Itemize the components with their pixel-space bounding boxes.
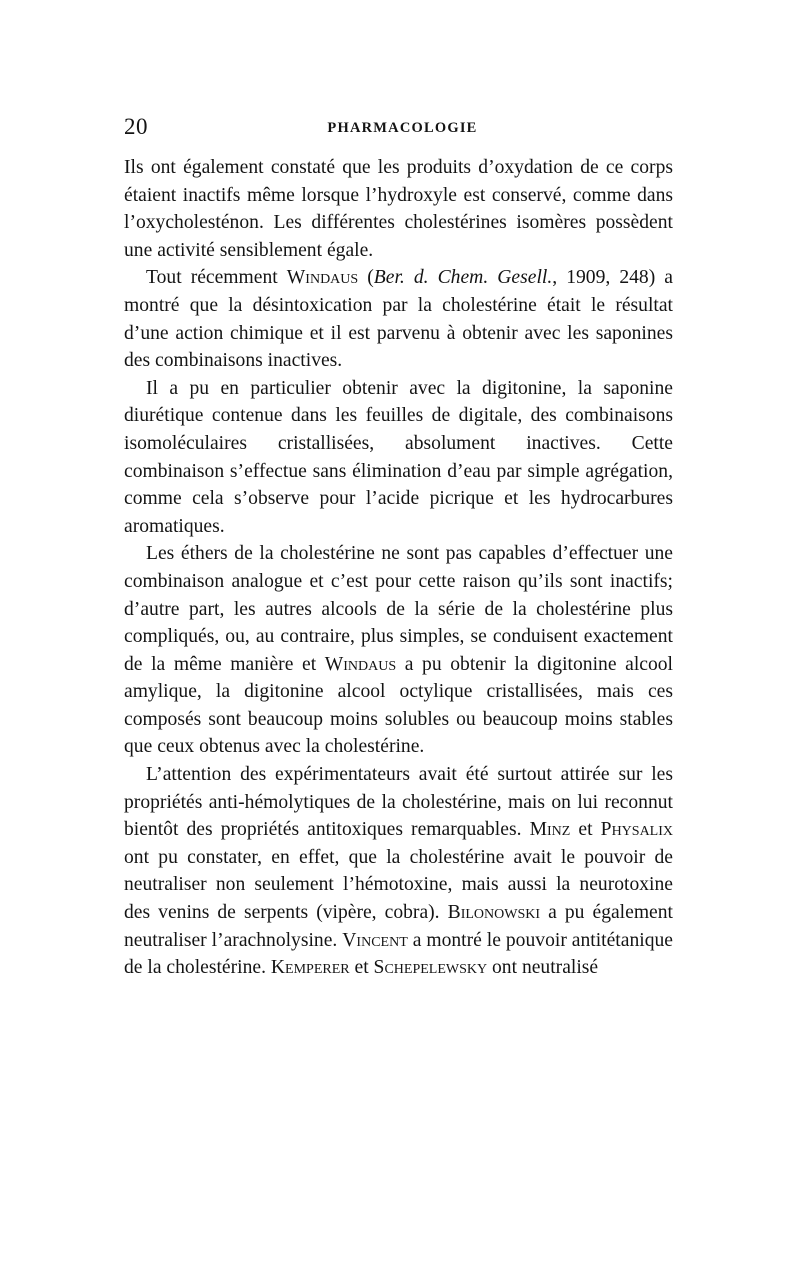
text-segment: Ils ont également constaté que les produits d’oxydation de ce corps étaient inactifs même lorsque l’hydroxyle est conservé, comme dans l’oxycholesténon. Les différentes cholestérines isomères possèdent une activité sensiblement égale. xyxy=(124,157,673,261)
running-title: PHARMACOLOGIE xyxy=(327,120,478,136)
running-head xyxy=(124,112,673,142)
text-segment: ( xyxy=(358,267,374,289)
paragraph xyxy=(124,154,673,264)
book-page xyxy=(124,112,673,982)
text-segment: , 1909, 248) a montré que la désintoxication par la cholestérine était le résultat d’une action chimique et il est parvenu à obtenir avec les saponines des combinaisons inactives. xyxy=(124,267,674,372)
paragraph xyxy=(124,375,673,541)
text-segment: et xyxy=(349,957,374,979)
page-number: 20 xyxy=(124,114,148,139)
author-name: Physalix xyxy=(600,819,674,841)
author-name: Kemperer xyxy=(270,957,350,979)
text-segment: a pu également neutraliser l’arachnolysine. xyxy=(124,902,673,951)
text-segment: et xyxy=(570,819,601,841)
paragraph xyxy=(124,761,673,982)
author-name: Bilonowski xyxy=(447,902,541,924)
citation-title: Ber. d. Chem. Gesell. xyxy=(373,267,553,289)
author-name: Windaus xyxy=(286,267,359,289)
text-segment: a pu obtenir la digitonine alcool amylique, la digitonine alcool octylique cristallisées, mais ces composés sont beaucoup moins solubles ou beaucoup moins stables que ceux obtenus avec la cholestérine. xyxy=(124,653,673,758)
text-segment: Tout récemment xyxy=(146,267,287,289)
paragraph xyxy=(124,264,673,374)
author-name: Schepelewsky xyxy=(373,957,488,979)
text-segment: ont pu constater, en effet, que la cholestérine avait le pouvoir de neutraliser non seulement l’hémotoxine, mais aussi la neurotoxine des venins de serpents (vipère, cobra). xyxy=(124,846,673,924)
text-segment: L’attention des expérimentateurs avait été surtout attirée sur les propriétés anti-hémolytiques de la cholestérine, mais on lui reconnut bientôt des propriétés antitoxiques remarquables. xyxy=(124,764,673,841)
text-segment: Les éthers de la cholestérine ne sont pas capables d’effectuer une combinaison analogue et c’est pour cette raison qu’ils sont inactifs; d’autre part, les autres alcools de la série de la cholestérine plus compliqués, ou, au contraire, plus simples, se conduisent exactement de la même manière et xyxy=(124,543,673,675)
author-name: Vincent xyxy=(342,929,408,951)
text-segment: a montré le pouvoir antitétanique de la cholestérine. xyxy=(124,929,673,979)
author-name: Windaus xyxy=(324,653,397,675)
author-name: Minz xyxy=(529,819,571,841)
text-segment: ont neutralisé xyxy=(487,957,599,979)
text-segment: Il a pu en particulier obtenir avec la digitonine, la saponine diurétique contenue dans les feuilles de digitale, des combinaisons isomoléculaires cristallisées, absolument inactives. Cette combinaison s’effectue sans élimination d’eau par simple agrégation, comme cela s’observe pour l’acide picrique et les hydrocarbures aromatiques. xyxy=(124,377,673,537)
paragraph xyxy=(124,540,673,761)
body-text xyxy=(124,154,673,982)
